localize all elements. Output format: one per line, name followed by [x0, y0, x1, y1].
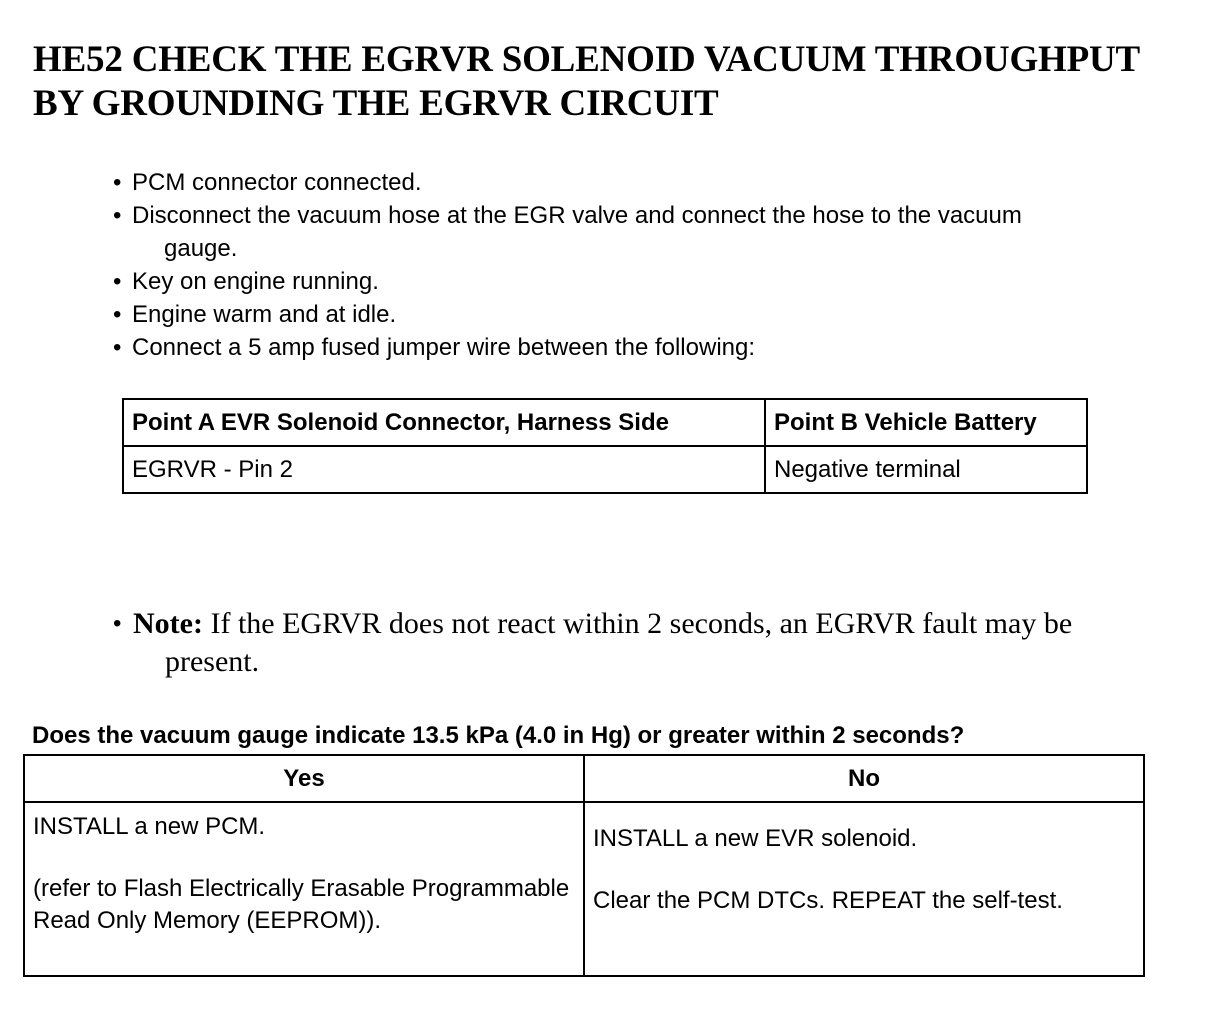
list-item-text: Key on engine running.: [132, 268, 379, 295]
cell-yes-action: [24, 802, 584, 976]
title-line-1: HE52 CHECK THE EGRVR SOLENOID VACUUM THROUGHPUT: [33, 39, 1141, 80]
list-item: [113, 265, 1193, 298]
list-item-continuation: gauge.: [164, 235, 238, 262]
table-header-row: [123, 399, 1087, 446]
bullet-icon: •: [113, 268, 122, 295]
cell-point-a: EGRVR - Pin 2: [123, 446, 765, 493]
list-item: [113, 298, 1193, 331]
yes-reference-text: (refer to Flash Electrically Erasable Programmable Read Only Memory (EEPROM)).: [33, 875, 570, 934]
header-point-b: Point B Vehicle Battery: [765, 399, 1087, 446]
precondition-list: [113, 166, 1193, 364]
bullet-icon: •: [113, 202, 122, 229]
list-item-text: PCM connector connected.: [132, 169, 422, 196]
list-item-text: Disconnect the vacuum hose at the EGR valve and connect the hose to the vacuum: [132, 202, 1022, 229]
header-yes: Yes: [24, 755, 584, 802]
bullet-icon: •: [113, 169, 122, 196]
yes-no-table: [23, 754, 1145, 977]
table-row: [123, 446, 1087, 493]
no-followup-text: Clear the PCM DTCs. REPEAT the self-test.: [593, 887, 1063, 914]
header-point-a: Point A EVR Solenoid Connector, Harness Side: [123, 399, 765, 446]
diagnostic-question: Does the vacuum gauge indicate 13.5 kPa (4.0 in Hg) or greater within 2 seconds?: [32, 722, 965, 749]
table-header-row: [24, 755, 1144, 802]
note-label: Note:: [133, 607, 203, 640]
note-continuation: present.: [165, 645, 260, 678]
yes-action-text: INSTALL a new PCM.: [33, 813, 266, 840]
list-item-text: Connect a 5 amp fused jumper wire between the following:: [132, 334, 756, 361]
list-item: [113, 199, 1193, 265]
bullet-icon: •: [113, 301, 122, 328]
list-item-text: Engine warm and at idle.: [132, 301, 397, 328]
note-block: [113, 605, 1216, 681]
bullet-icon: •: [113, 610, 122, 637]
jumper-wire-table: [122, 398, 1088, 494]
list-item: [113, 331, 1193, 364]
cell-no-action: [584, 802, 1144, 976]
bullet-icon: •: [113, 334, 122, 361]
header-no: No: [584, 755, 1144, 802]
page-title: [33, 38, 1213, 126]
list-item: [113, 166, 1193, 199]
table-row: [24, 802, 1144, 976]
title-line-2: BY GROUNDING THE EGRVR CIRCUIT: [33, 83, 719, 124]
note-text: If the EGRVR does not react within 2 seconds, an EGRVR fault may be: [202, 607, 1073, 640]
no-action-text: INSTALL a new EVR solenoid.: [593, 825, 918, 852]
cell-point-b: Negative terminal: [765, 446, 1087, 493]
